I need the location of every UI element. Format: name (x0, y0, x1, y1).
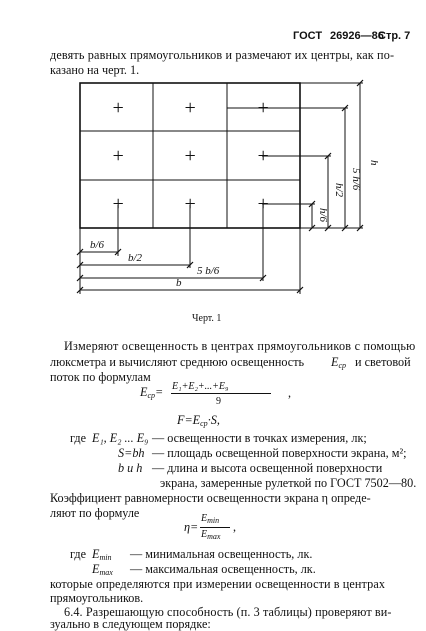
plus-marker: + (111, 97, 125, 119)
label-h: h (368, 160, 380, 166)
formula3-den: $E_{max}$ (201, 529, 221, 541)
formula1-fraction-bar (171, 393, 271, 394)
figure-1 (0, 0, 426, 300)
label-h6: h/6 (317, 208, 329, 223)
plus-marker: + (183, 145, 197, 167)
intro-line-1: девять равных прямоугольников и размечают их центры, как по- (50, 48, 395, 62)
para1-line-2-tail: и световой (355, 355, 411, 369)
plus-marker: + (183, 97, 197, 119)
where1-desc-2: — площадь освещенной поверхности экрана, м²; (152, 446, 407, 460)
label-b6: b/6 (90, 239, 105, 251)
where2-sym-2: $E_{max}$ (92, 562, 113, 577)
where1-desc-1: — освещенности в точках измерения, лк; (152, 431, 367, 445)
formula1-lhs: $E_{ср}=$ (140, 385, 164, 400)
formula3-tail: , (233, 520, 237, 534)
where2-desc-2: — максимальная освещенность, лк. (130, 562, 316, 576)
where2-sym-1: $E_{min}$ (92, 547, 112, 562)
para1-line-2: люксметра и вычисляют среднюю освещенность (50, 355, 305, 369)
plus-marker: + (111, 193, 125, 215)
formula2: $F=E_{ср}\cdot S$, (177, 413, 220, 428)
plus-marker: + (256, 97, 270, 119)
para1-symbol: $E_{ср}$ (331, 355, 347, 370)
where1-desc-3: — длина и высота освещенной поверхности (152, 461, 383, 475)
where1-lead: где (70, 431, 87, 445)
para2-line-1: Коэффициент равномерности освещенности экрана η опреде- (50, 491, 371, 505)
where2-desc-1: — минимальная освещенность, лк. (130, 547, 313, 561)
formula3-lhs: η= (184, 520, 199, 534)
label-h2: h/2 (333, 183, 345, 198)
label-h56: 5 h/6 (350, 168, 362, 191)
header-page: Стр. 7 (378, 30, 411, 42)
where1-sym-1: E₁, E₂ ... E₉ (92, 431, 149, 445)
where1-desc-4: экрана, замеренные рулеткой по ГОСТ 7502—80. (160, 476, 417, 490)
formula1-denominator: 9 (216, 396, 221, 407)
header-gost: ГОСТ (293, 30, 323, 42)
label-b: b (176, 277, 182, 289)
header-number: 26926—86 (330, 30, 384, 42)
formula1-tail: , (288, 386, 292, 400)
para1-line-3: поток по формулам (50, 370, 151, 384)
plus-marker: + (183, 193, 197, 215)
where2-lead: где (70, 547, 87, 561)
label-b56: 5 b/6 (197, 265, 220, 277)
para3-line-1: которые определяются при измерении освещенности в центрах (50, 577, 386, 591)
label-b2: b/2 (128, 252, 143, 264)
formula3-num: $E_{min}$ (201, 513, 220, 525)
para1-line-1: Измеряют освещенность в центрах прямоугольников с помощью (64, 339, 416, 353)
where1-sym-3: b и h (118, 461, 143, 475)
para3-line-2: прямоугольников. (50, 591, 144, 605)
plus-marker: + (111, 145, 125, 167)
intro-line-2: казано на черт. 1. (50, 63, 140, 77)
para4-line-1: 6.4. Разрешающую способность (п. 3 таблицы) проверяют ви- (64, 605, 392, 619)
formula1-numerator: E₁+E₂+...+E₉ (172, 381, 229, 392)
where1-sym-2: S=bh (118, 446, 145, 460)
plus-marker: + (256, 145, 270, 167)
para2-line-2: ляют по формуле (50, 506, 140, 520)
plus-marker: + (256, 193, 270, 215)
figure-caption: Черт. 1 (192, 313, 222, 324)
para4-line-2: зуально в следующем порядке: (50, 617, 211, 631)
